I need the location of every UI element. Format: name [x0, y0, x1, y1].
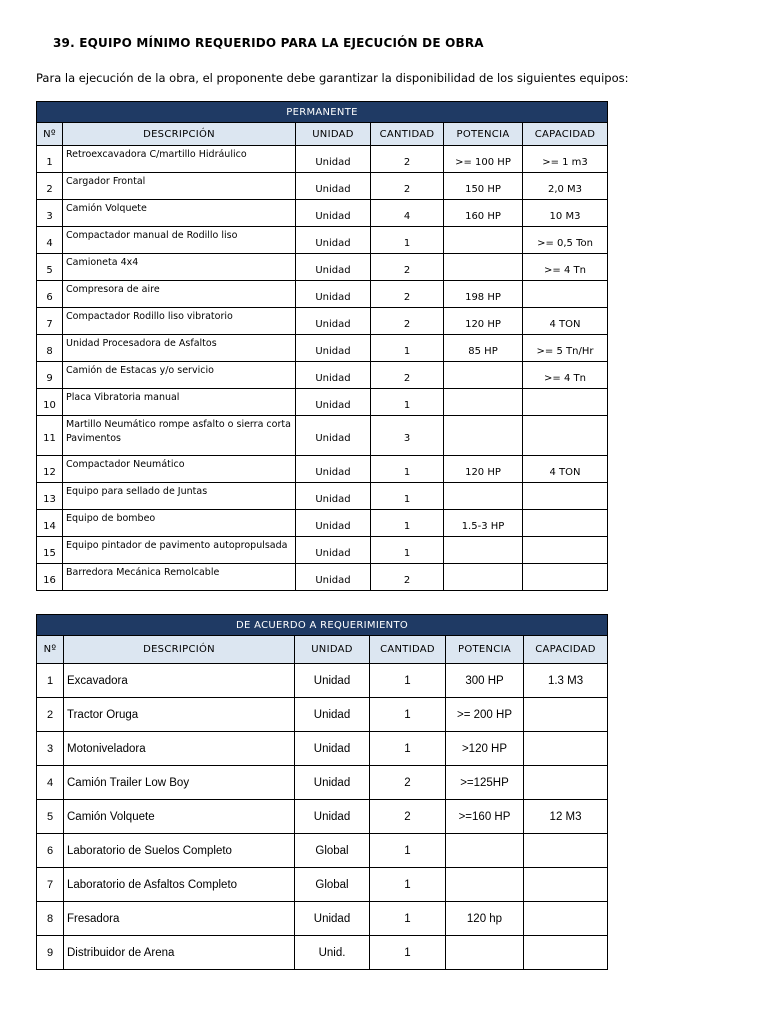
capacity-cell [523, 537, 608, 564]
row-number: 9 [37, 362, 63, 389]
description-cell: Placa Vibratoria manual [63, 389, 296, 416]
column-header-power: POTENCIA [446, 636, 524, 664]
table-row [37, 281, 608, 308]
description-cell: Cargador Frontal [63, 173, 296, 200]
quantity-cell: 2 [371, 146, 444, 173]
quantity-cell: 1 [370, 936, 446, 970]
power-cell: >= 100 HP [444, 146, 523, 173]
quantity-cell: 2 [370, 800, 446, 834]
capacity-cell: >= 0,5 Ton [523, 227, 608, 254]
table-row [37, 564, 608, 591]
description-cell: Equipo de bombeo [63, 510, 296, 537]
description-cell: Equipo para sellado de Juntas [63, 483, 296, 510]
capacity-cell [523, 564, 608, 591]
description-cell: Martillo Neumático rompe asfalto o sierra corta Pavimentos [63, 416, 296, 456]
power-cell: >= 200 HP [446, 698, 524, 732]
unit-cell: Unidad [296, 416, 371, 456]
description-cell: Fresadora [64, 902, 295, 936]
table-row [37, 902, 608, 936]
row-number: 1 [37, 146, 63, 173]
row-number: 6 [37, 834, 64, 868]
unit-cell: Unidad [295, 766, 370, 800]
power-cell [444, 254, 523, 281]
power-cell: 1.5-3 HP [444, 510, 523, 537]
description-cell: Laboratorio de Asfaltos Completo [64, 868, 295, 902]
table-title: DE ACUERDO A REQUERIMIENTO [37, 615, 608, 636]
unit-cell: Unidad [296, 146, 371, 173]
column-header-capacity: CAPACIDAD [523, 123, 608, 146]
row-number: 14 [37, 510, 63, 537]
unit-cell: Unid. [295, 936, 370, 970]
power-cell: 120 HP [444, 308, 523, 335]
description-cell: Barredora Mecánica Remolcable [63, 564, 296, 591]
table-row [37, 146, 608, 173]
description-cell: Unidad Procesadora de Asfaltos [63, 335, 296, 362]
row-number: 4 [37, 227, 63, 254]
capacity-cell: >= 4 Tn [523, 362, 608, 389]
row-number: 3 [37, 732, 64, 766]
unit-cell: Unidad [296, 483, 371, 510]
capacity-cell [524, 902, 608, 936]
unit-cell: Unidad [296, 335, 371, 362]
unit-cell: Unidad [296, 456, 371, 483]
unit-cell: Global [295, 868, 370, 902]
row-number: 13 [37, 483, 63, 510]
column-header-description: DESCRIPCIÓN [63, 123, 296, 146]
table-title: PERMANENTE [37, 102, 608, 123]
on-demand-equipment-table [36, 614, 608, 970]
quantity-cell: 1 [370, 902, 446, 936]
power-cell [444, 416, 523, 456]
unit-cell: Unidad [296, 173, 371, 200]
table-row [37, 834, 608, 868]
column-header-number: Nº [37, 123, 63, 146]
power-cell: 160 HP [444, 200, 523, 227]
quantity-cell: 1 [370, 664, 446, 698]
capacity-cell: >= 5 Tn/Hr [523, 335, 608, 362]
permanent-equipment-table [36, 101, 608, 591]
power-cell: 300 HP [446, 664, 524, 698]
power-cell [446, 868, 524, 902]
quantity-cell: 1 [370, 868, 446, 902]
capacity-cell: >= 4 Tn [523, 254, 608, 281]
column-header-unit: UNIDAD [295, 636, 370, 664]
quantity-cell: 2 [371, 564, 444, 591]
quantity-cell: 1 [370, 834, 446, 868]
table-row [37, 173, 608, 200]
quantity-cell: 2 [370, 766, 446, 800]
row-number: 3 [37, 200, 63, 227]
capacity-cell: >= 1 m3 [523, 146, 608, 173]
column-header-quantity: CANTIDAD [371, 123, 444, 146]
row-number: 8 [37, 902, 64, 936]
table-row [37, 254, 608, 281]
description-cell: Camión de Estacas y/o servicio [63, 362, 296, 389]
row-number: 1 [37, 664, 64, 698]
unit-cell: Unidad [296, 254, 371, 281]
row-number: 5 [37, 254, 63, 281]
capacity-cell [523, 483, 608, 510]
unit-cell: Unidad [295, 664, 370, 698]
power-cell [444, 389, 523, 416]
unit-cell: Unidad [295, 732, 370, 766]
row-number: 12 [37, 456, 63, 483]
quantity-cell: 1 [370, 732, 446, 766]
capacity-cell [524, 732, 608, 766]
quantity-cell: 4 [371, 200, 444, 227]
column-header-description: DESCRIPCIÓN [64, 636, 295, 664]
row-number: 15 [37, 537, 63, 564]
quantity-cell: 1 [371, 227, 444, 254]
description-cell: Laboratorio de Suelos Completo [64, 834, 295, 868]
table-row [37, 510, 608, 537]
table-row [37, 335, 608, 362]
row-number: 7 [37, 868, 64, 902]
row-number: 4 [37, 766, 64, 800]
capacity-cell: 4 TON [523, 308, 608, 335]
description-cell: Retroexcavadora C/martillo Hidráulico [63, 146, 296, 173]
power-cell [446, 936, 524, 970]
power-cell: 120 hp [446, 902, 524, 936]
capacity-cell [524, 834, 608, 868]
table-row [37, 664, 608, 698]
power-cell [444, 564, 523, 591]
unit-cell: Unidad [296, 564, 371, 591]
row-number: 11 [37, 416, 63, 456]
description-cell: Camión Volquete [63, 200, 296, 227]
quantity-cell: 1 [371, 510, 444, 537]
capacity-cell: 12 M3 [524, 800, 608, 834]
capacity-cell [523, 281, 608, 308]
quantity-cell: 3 [371, 416, 444, 456]
capacity-cell [523, 510, 608, 537]
description-cell: Compactador Rodillo liso vibratorio [63, 308, 296, 335]
row-number: 2 [37, 173, 63, 200]
table-row [37, 389, 608, 416]
unit-cell: Unidad [295, 800, 370, 834]
quantity-cell: 2 [371, 362, 444, 389]
row-number: 10 [37, 389, 63, 416]
unit-cell: Global [295, 834, 370, 868]
unit-cell: Unidad [296, 308, 371, 335]
row-number: 8 [37, 335, 63, 362]
table-row [37, 766, 608, 800]
quantity-cell: 1 [371, 389, 444, 416]
power-cell: >120 HP [446, 732, 524, 766]
unit-cell: Unidad [296, 537, 371, 564]
quantity-cell: 2 [371, 281, 444, 308]
unit-cell: Unidad [296, 200, 371, 227]
power-cell: 85 HP [444, 335, 523, 362]
power-cell [446, 834, 524, 868]
unit-cell: Unidad [296, 227, 371, 254]
description-cell: Camión Volquete [64, 800, 295, 834]
capacity-cell [524, 766, 608, 800]
description-cell: Compresora de aire [63, 281, 296, 308]
table-row [37, 362, 608, 389]
column-header-power: POTENCIA [444, 123, 523, 146]
quantity-cell: 1 [371, 335, 444, 362]
row-number: 7 [37, 308, 63, 335]
description-cell: Compactador Neumático [63, 456, 296, 483]
power-cell [444, 227, 523, 254]
capacity-cell [523, 416, 608, 456]
table-row [37, 308, 608, 335]
power-cell: >=125HP [446, 766, 524, 800]
description-cell: Compactador manual de Rodillo liso [63, 227, 296, 254]
unit-cell: Unidad [296, 362, 371, 389]
table-row [37, 936, 608, 970]
table-body [37, 146, 608, 591]
row-number: 5 [37, 800, 64, 834]
intro-text: Para la ejecución de la obra, el proponente debe garantizar la disponibilidad de los siguientes equipos: [36, 71, 629, 85]
table-row [37, 227, 608, 254]
description-cell: Excavadora [64, 664, 295, 698]
capacity-cell [523, 389, 608, 416]
row-number: 9 [37, 936, 64, 970]
description-cell: Equipo pintador de pavimento autopropulsada [63, 537, 296, 564]
unit-cell: Unidad [295, 902, 370, 936]
quantity-cell: 1 [370, 698, 446, 732]
row-number: 16 [37, 564, 63, 591]
table-row [37, 537, 608, 564]
column-header-number: Nº [37, 636, 64, 664]
unit-cell: Unidad [296, 389, 371, 416]
power-cell: >=160 HP [446, 800, 524, 834]
table-row [37, 200, 608, 227]
section-heading: 39. EQUIPO MÍNIMO REQUERIDO PARA LA EJECUCIÓN DE OBRA [53, 36, 484, 50]
capacity-cell: 2,0 M3 [523, 173, 608, 200]
column-header-quantity: CANTIDAD [370, 636, 446, 664]
quantity-cell: 1 [371, 537, 444, 564]
description-cell: Tractor Oruga [64, 698, 295, 732]
table-row [37, 800, 608, 834]
capacity-cell [524, 868, 608, 902]
description-cell: Camión Trailer Low Boy [64, 766, 295, 800]
capacity-cell: 10 M3 [523, 200, 608, 227]
quantity-cell: 2 [371, 173, 444, 200]
table-body [37, 664, 608, 970]
power-cell [444, 362, 523, 389]
description-cell: Motoniveladora [64, 732, 295, 766]
capacity-cell [524, 936, 608, 970]
row-number: 6 [37, 281, 63, 308]
description-cell: Distribuidor de Arena [64, 936, 295, 970]
table-row [37, 868, 608, 902]
power-cell [444, 537, 523, 564]
power-cell [444, 483, 523, 510]
capacity-cell [524, 698, 608, 732]
power-cell: 150 HP [444, 173, 523, 200]
quantity-cell: 2 [371, 308, 444, 335]
table-row [37, 483, 608, 510]
table-row [37, 698, 608, 732]
quantity-cell: 1 [371, 483, 444, 510]
capacity-cell: 4 TON [523, 456, 608, 483]
unit-cell: Unidad [296, 281, 371, 308]
table-row [37, 732, 608, 766]
power-cell: 198 HP [444, 281, 523, 308]
description-cell: Camioneta 4x4 [63, 254, 296, 281]
unit-cell: Unidad [296, 510, 371, 537]
column-header-capacity: CAPACIDAD [524, 636, 608, 664]
row-number: 2 [37, 698, 64, 732]
table-row [37, 456, 608, 483]
column-header-unit: UNIDAD [296, 123, 371, 146]
power-cell: 120 HP [444, 456, 523, 483]
unit-cell: Unidad [295, 698, 370, 732]
capacity-cell: 1.3 M3 [524, 664, 608, 698]
quantity-cell: 1 [371, 456, 444, 483]
quantity-cell: 2 [371, 254, 444, 281]
table-row [37, 416, 608, 456]
